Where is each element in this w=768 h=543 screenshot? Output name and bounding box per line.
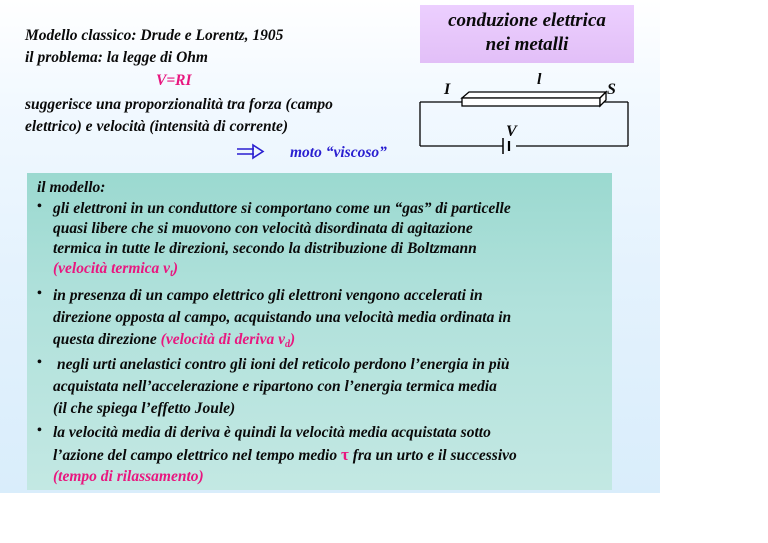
current-label: I [444, 81, 451, 98]
bullet1-line3: termica in tutte le direzioni, secondo la distribuzione di Boltzmann [53, 240, 477, 257]
drift-velocity-label: (velocità di deriva v [160, 331, 286, 348]
bullet3-line2: acquistata nell’accelerazione e ripartono con l’energia termica media [53, 378, 497, 395]
bullet1-line1: gli elettroni in un conduttore si comportano come un “gas” di particelle [53, 200, 511, 217]
bullet2-line3 [53, 330, 295, 354]
voltage-label: V [506, 123, 517, 140]
circuit-diagram [420, 92, 628, 154]
length-label: l [537, 71, 542, 88]
bullet3-line1: negli urti anelastici contro gli ioni del reticolo perdono l’energia in più [57, 356, 510, 373]
bullet-icon: • [37, 355, 42, 370]
tau-symbol: τ [341, 445, 349, 464]
bullet1-line2: quasi libere che si muovono con velocità disordinata di agitazione [53, 220, 473, 237]
bullet4-line2-b: fra un urto e il successivo [348, 447, 517, 464]
model-box [27, 173, 612, 490]
section-label: S [607, 81, 616, 98]
bullet4-line2 [53, 445, 517, 465]
bullet-icon: • [37, 286, 42, 301]
model-heading: il modello: [37, 179, 106, 196]
bullet2-line1: in presenza di un campo elettrico gli elettroni vengono accelerati in [53, 287, 483, 304]
header-line-3: suggerisce una proporzionalità tra forza (campo [25, 96, 333, 113]
ohm-formula: V=RI [156, 72, 192, 89]
viscous-motion-label: moto “viscoso” [290, 144, 387, 161]
drift-velocity-close: ) [290, 331, 296, 348]
bullet-icon: • [37, 423, 42, 438]
thermal-velocity-close: ) [172, 260, 179, 277]
drift-velocity-sub: d [285, 339, 291, 350]
implication-arrow-icon [237, 145, 263, 158]
title-box [420, 5, 634, 63]
header-line-2: il problema: la legge di Ohm [25, 49, 208, 66]
header-line-4: elettrico) e velocità (intensità di corrente) [25, 118, 289, 135]
thermal-velocity-text: (velocità termica v [53, 260, 171, 277]
bullet4-line2-a: l’azione del campo elettrico nel tempo medio [53, 447, 341, 464]
title-line-2: nei metalli [485, 34, 569, 55]
bullet2-line3-text: questa direzione [53, 331, 161, 348]
bullet-icon: • [37, 199, 42, 214]
header-line-1: Modello classico: Drude e Lorentz, 1905 [25, 27, 284, 44]
bullet4-line1: la velocità media di deriva è quindi la velocità media acquistata sotto [53, 424, 491, 441]
title-line-1: conduzione elettrica [448, 10, 606, 31]
bullet3-line3: (il che spiega l’effetto Joule) [53, 400, 236, 417]
bullet2-line2: direzione opposta al campo, acquistando una velocità media ordinata in [53, 309, 512, 326]
relaxation-time-label: (tempo di rilassamento) [53, 468, 204, 485]
thermal-velocity-label [53, 259, 178, 283]
thermal-velocity-sub: t [170, 268, 173, 279]
